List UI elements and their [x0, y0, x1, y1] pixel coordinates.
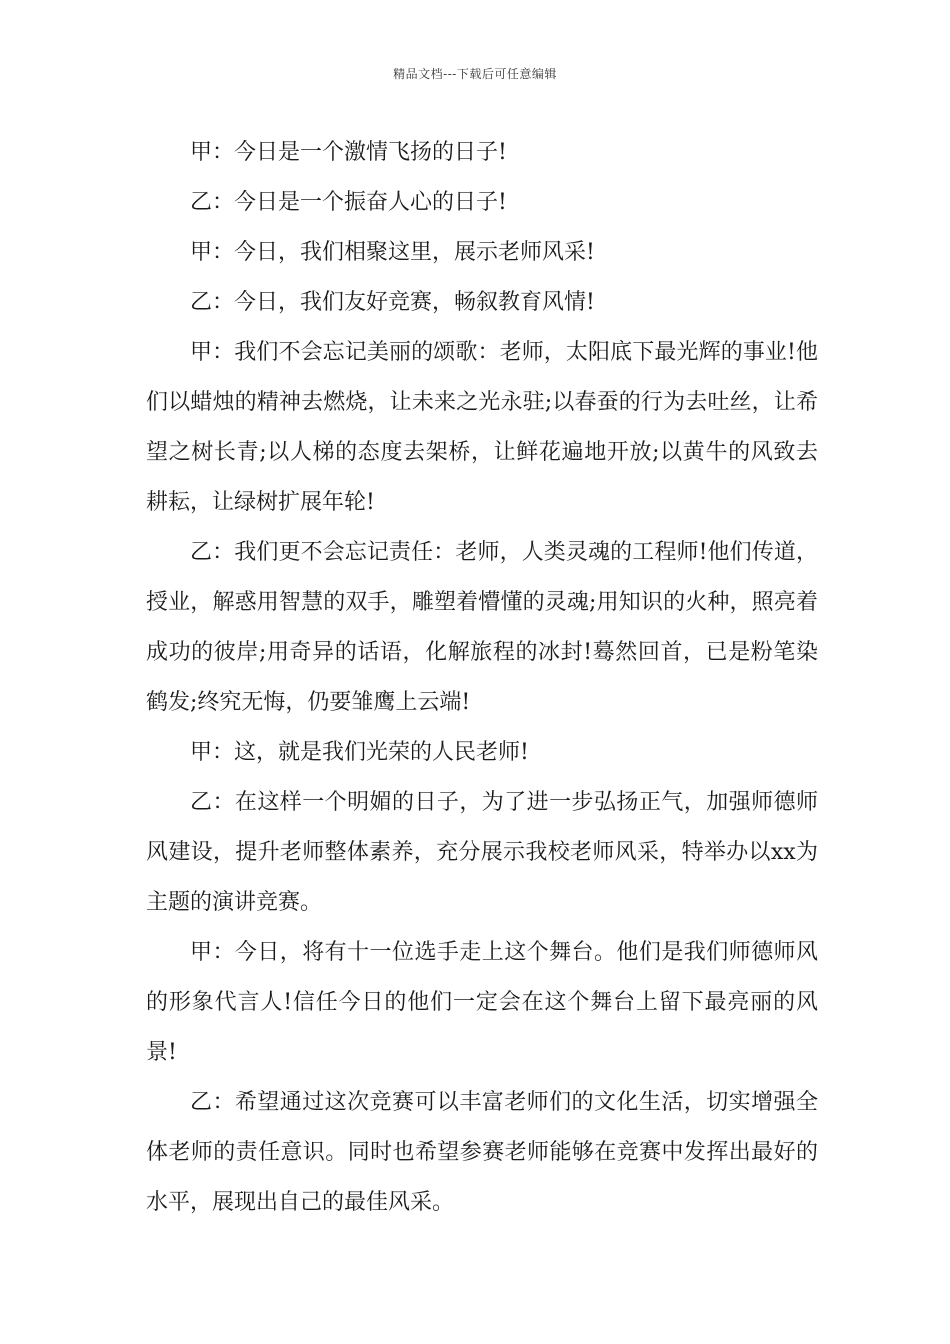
- paragraph-3: 甲：今日，我们相聚这里，展示老师风采!: [190, 240, 595, 265]
- paragraph-5: 甲：我们不会忘记美丽的颂歌：老师，太阳底下最光辉的事业!他们以蜡烛的精神去燃烧，让未来之光永驻;以春蚕的行为去吐丝，让希望之树长青;以人梯的态度去架桥，让鲜花遍地开放;以黄牛的风致去耕耘，让绿树扩展年轮!: [146, 340, 818, 515]
- paragraph-6: 乙：我们更不会忘记责任：老师，人类灵魂的工程师!他们传道，授业，解惑用智慧的双手，雕塑着懵懂的灵魂;用知识的火种，照亮着成功的彼岸;用奇异的话语，化解旅程的冰封!蓦然回首，已是粉笔染鹤发;终究无悔，仍要雏鹰上云端!: [146, 540, 818, 715]
- page-header: 精品文档---下载后可任意编辑: [393, 67, 557, 81]
- paragraph-1: 甲：今日是一个激情飞扬的日子!: [190, 140, 507, 165]
- paragraph-9: 甲：今日，将有十一位选手走上这个舞台。他们是我们师德师风的形象代言人!信任今日的他们一定会在这个舞台上留下最亮丽的风景!: [146, 940, 818, 1065]
- paragraph-2: 乙：今日是一个振奋人心的日子!: [190, 190, 507, 215]
- paragraph-4: 乙：今日，我们友好竞赛，畅叙教育风情!: [190, 290, 595, 315]
- paragraph-10: 乙：希望通过这次竞赛可以丰富老师们的文化生活，切实增强全体老师的责任意识。同时也希望参赛老师能够在竞赛中发挥出最好的水平，展现出自己的最佳风采。: [146, 1090, 818, 1215]
- document-body: [146, 128, 818, 1228]
- paragraph-8: 乙：在这样一个明媚的日子，为了进一步弘扬正气，加强师德师风建设，提升老师整体素养，充分展示我校老师风采，特举办以xx为主题的演讲竞赛。: [146, 790, 818, 915]
- paragraph-7: 甲：这，就是我们光荣的人民老师!: [190, 740, 529, 765]
